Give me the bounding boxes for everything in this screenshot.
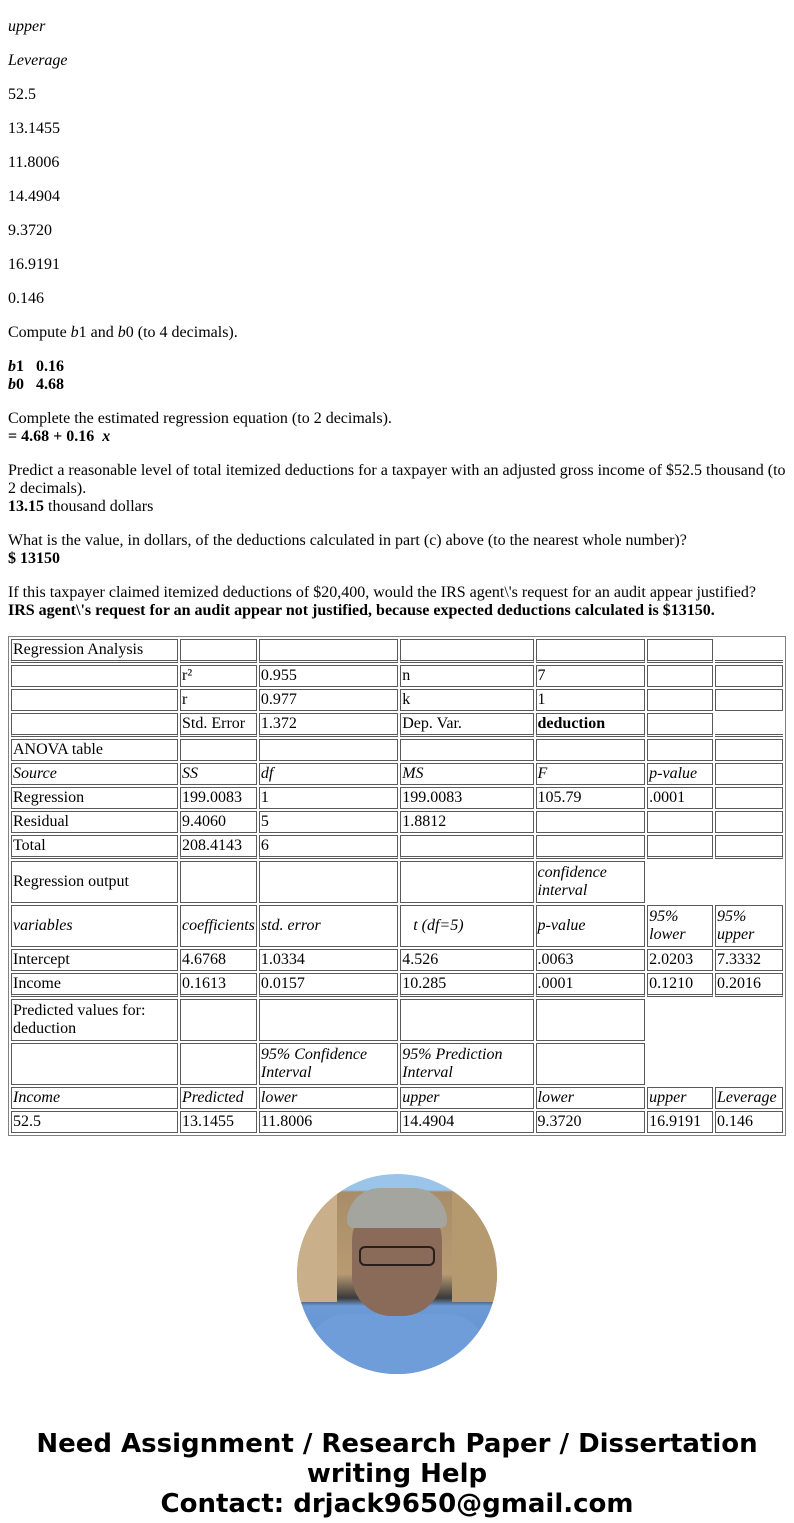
answer-b1: b1 0.16 <box>8 358 64 375</box>
stat-label: r <box>180 689 257 711</box>
column-header: df <box>259 763 398 785</box>
promo-line-help: Need Assignment / Research Paper / Dissertation writing Help <box>36 1429 758 1489</box>
table-row <box>11 999 783 1041</box>
stat-label: k <box>400 689 533 711</box>
stat-value: 0.955 <box>259 665 398 687</box>
stacked-value: 9.3720 <box>8 222 52 239</box>
table-row: 52.5 13.1455 11.8006 14.4904 9.3720 16.9191 0.146 <box>11 1111 783 1133</box>
stat-label: n <box>400 665 533 687</box>
column-header: p-value <box>647 763 713 785</box>
stat-value: 1.372 <box>259 713 398 737</box>
stat-value: 1 <box>536 689 646 711</box>
question-b-prompt: Compute b1 and b0 (to 4 decimals). <box>8 324 238 341</box>
column-header: coefficients <box>180 905 257 947</box>
column-header: upper <box>647 1087 713 1109</box>
stacked-value: 11.8006 <box>8 154 60 171</box>
table-header-row <box>11 763 783 785</box>
author-photo <box>297 1174 497 1374</box>
stacked-value: 16.9191 <box>8 256 60 273</box>
glasses-detail <box>359 1246 435 1266</box>
column-header: Predicted <box>180 1087 257 1109</box>
table-row <box>11 639 783 663</box>
column-header: 95% lower <box>647 905 713 947</box>
table-row: Total 208.4143 6 <box>11 835 783 859</box>
answer-audit: IRS agent\'s request for an audit appear not justified, because expected deductions calculated is $13150. <box>8 602 715 619</box>
stacked-value: 14.4904 <box>8 188 60 205</box>
stat-label: Std. Error <box>180 713 257 737</box>
column-header: MS <box>400 763 533 785</box>
column-header: Leverage <box>715 1087 783 1109</box>
table-row: Residual 9.4060 5 1.8812 <box>11 811 783 833</box>
pred-pi-header: 95% Prediction Interval <box>400 1043 533 1085</box>
answer-b0: b0 4.68 <box>8 376 64 393</box>
answer-b-values <box>8 358 786 394</box>
table-row <box>11 739 783 761</box>
anova-title: ANOVA table <box>11 739 178 761</box>
table-title: Regression Analysis <box>11 639 178 663</box>
column-header: lower <box>536 1087 646 1109</box>
answer-equation: = 4.68 + 0.16 x <box>8 428 111 445</box>
table-row <box>11 861 783 903</box>
ci-header: confidence interval <box>536 861 646 903</box>
column-header: F <box>536 763 646 785</box>
column-header: Income <box>11 1087 178 1109</box>
column-header: p-value <box>536 905 646 947</box>
question-predict: Predict a reasonable level of total itemized deductions for a taxpayer with an adjusted gross income of $52.5 thousand (to 2 decimals). 13.15 thousand dollars <box>8 462 786 515</box>
stacked-value: 13.1455 <box>8 120 60 137</box>
stacked-value: 52.5 <box>8 86 36 103</box>
column-header: lower <box>259 1087 398 1109</box>
stat-value-dep-var: deduction <box>536 713 646 737</box>
table-row <box>11 665 783 687</box>
column-header: upper <box>400 1087 533 1109</box>
column-header: 95% upper <box>715 905 783 947</box>
question-equation: Complete the estimated regression equation (to 2 decimals). = 4.68 + 0.16 x <box>8 410 392 445</box>
table-row: Intercept 4.6768 1.0334 4.526 .0063 2.0203 7.3332 <box>11 949 783 971</box>
question-dollars: What is the value, in dollars, of the deductions calculated in part (c) above (to the nearest whole number)? $ 13150 <box>8 532 687 567</box>
stat-value: 0.977 <box>259 689 398 711</box>
author-photo-container <box>8 1174 786 1379</box>
output-title: Regression output <box>11 861 178 903</box>
stacked-value: 0.146 <box>8 290 44 307</box>
promo-banner <box>8 1429 786 1519</box>
table-row <box>11 689 783 711</box>
stat-label: r² <box>180 665 257 687</box>
promo-line-contact: Contact: drjack9650@gmail.com <box>160 1489 634 1519</box>
table-row: Regression 199.0083 1 199.0083 105.79 .0001 <box>11 787 783 809</box>
stacked-value-leverage: Leverage <box>8 52 68 69</box>
predicted-title: Predicted values for: deduction <box>11 999 178 1041</box>
pred-ci-header: 95% Confidence Interval <box>259 1043 398 1085</box>
table-header-row <box>11 1087 783 1109</box>
column-header: std. error <box>259 905 398 947</box>
column-header: Source <box>11 763 178 785</box>
stacked-value-upper: upper <box>8 18 46 35</box>
answer-predict-value: 13.15 <box>8 498 44 515</box>
regression-table <box>8 636 786 1136</box>
question-audit: If this taxpayer claimed itemized deductions of $20,400, would the IRS agent\'s request for an audit appear justified? IRS agent\'s request for an audit appear not justified, because expected deductions calculated is $13150. <box>8 584 756 619</box>
stat-label: Dep. Var. <box>400 713 533 737</box>
column-header: variables <box>11 905 178 947</box>
table-header-row <box>11 905 783 947</box>
table-row <box>11 1043 783 1085</box>
table-row: Income 0.1613 0.0157 10.285 .0001 0.1210 0.2016 <box>11 973 783 997</box>
column-header: SS <box>180 763 257 785</box>
column-header: t (df=5) <box>400 905 533 947</box>
stat-value: 7 <box>536 665 646 687</box>
table-row <box>11 713 783 737</box>
answer-dollars: $ 13150 <box>8 550 60 567</box>
stacked-values <box>8 0 786 308</box>
